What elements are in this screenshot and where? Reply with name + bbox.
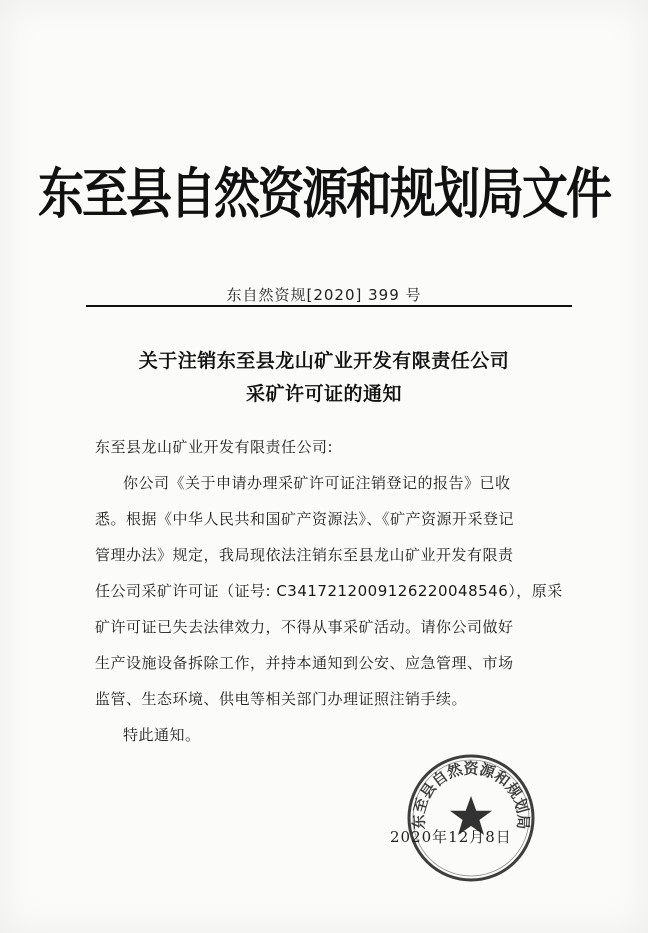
official-seal-stamp: [405, 752, 537, 884]
seal-star-icon: [450, 796, 492, 835]
issue-date: 2020年12月8日: [390, 828, 512, 846]
notice-title-line-2: 采矿许可证的通知: [245, 383, 402, 405]
body-line: 矿许可证已失去法律效力，不得从事采矿活动。请你公司做好: [95, 618, 514, 636]
addressee: 东至县龙山矿业开发有限责任公司:: [95, 438, 334, 456]
body-line: 悉。根据《中华人民共和国矿产资源法》、《矿产资源开采登记: [95, 510, 515, 528]
document-header-title: 东至县自然资源和规划局文件: [38, 161, 610, 226]
body-line: 生产设施设备拆除工作，并持本通知到公安、应急管理、市场: [95, 654, 514, 672]
document-number: 东自然资规[2020] 399 号: [226, 286, 422, 304]
header-divider: [86, 305, 572, 307]
body-line: 管理办法》规定，我局现依法注销东至县龙山矿业开发有限责: [95, 546, 514, 564]
seal-text: 东至县自然资源和规划局: [409, 759, 533, 830]
body-line: 任公司采矿许可证（证号: C3417212009126220048546），原采: [95, 582, 563, 600]
body-line: 你公司《关于申请办理采矿许可证注销登记的报告》已收: [123, 474, 511, 492]
closing-line: 特此通知。: [123, 726, 201, 744]
notice-title-line-1: 关于注销东至县龙山矿业开发有限责任公司: [138, 350, 510, 372]
body-line: 监管、生态环境、供电等相关部门办理证照注销手续。: [95, 690, 468, 708]
